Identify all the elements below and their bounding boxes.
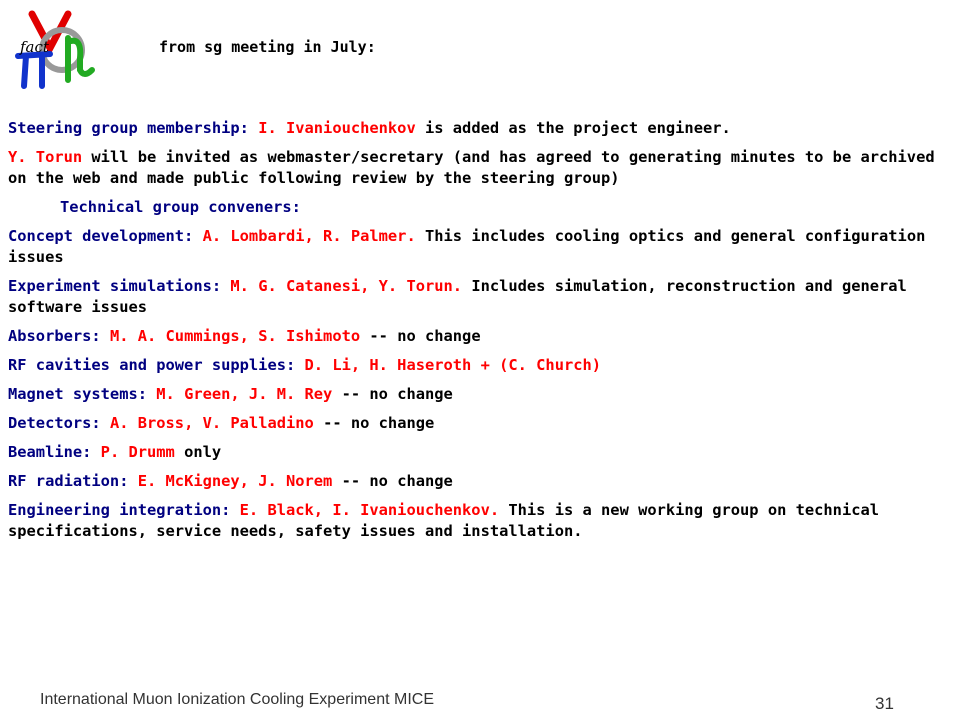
paragraph-names: D. Li, H. Haseroth + (C. Church) [304,356,602,374]
paragraph-absorbers [8,326,943,347]
paragraph-names: M. G. Catanesi, Y. Torun. [230,277,463,295]
paragraph-text: -- no change [332,385,453,403]
paragraph-text: -- no change [332,472,453,490]
paragraph-concept-development [8,226,943,268]
paragraph-label: Concept development: [8,227,203,245]
paragraph-names: E. McKigney, J. Norem [137,472,333,490]
paragraph-label: RF radiation: [8,472,138,490]
paragraph-names: A. Lombardi, R. Palmer. [202,227,416,245]
slide-subtitle: from sg meeting in July: [159,38,376,56]
paragraph-rf-radiation [8,471,943,492]
paragraph-label: Steering group membership: [8,119,259,137]
paragraph-label: Engineering integration: [8,501,240,519]
paragraph-label: Detectors: [8,414,110,432]
paragraph-names: M. A. Cummings, S. Ishimoto [109,327,361,345]
paragraph-names: Y. Torun [8,148,83,166]
fact-nu-mu-logo [10,8,102,92]
paragraph-rf-cavities [8,355,943,376]
page-number: 31 [875,694,894,713]
paragraph-text: -- no change [313,414,435,432]
paragraph-text: -- no change [360,327,481,345]
paragraph-text: This is a new working group on technical specifications, service needs, safety issues and installation. [8,501,880,540]
paragraph-label: Technical group conveners: [60,198,301,216]
paragraph-names: I. Ivaniouchenkov [258,119,416,137]
paragraph-text: This includes cooling optics and general configuration issues [8,227,926,266]
paragraph-text: is added as the project engineer. [415,119,731,137]
paragraph-webmaster [8,147,943,189]
paragraph-label: Magnet systems: [8,385,157,403]
paragraph-label: Absorbers: [8,327,110,345]
paragraph-magnet-systems [8,384,943,405]
paragraph-text: will be invited as webmaster/secretary (and has agreed to generating minutes to be archived on the web and made public following review by the steering group) [8,148,935,187]
footer-text: International Muon Ionization Cooling Experiment MICE [40,691,434,708]
paragraph-text: Includes simulation, reconstruction and general software issues [8,277,907,316]
paragraph-engineering-integration [8,500,943,542]
paragraph-experiment-simulations [8,276,943,318]
heading-technical-conveners [8,197,943,218]
paragraph-names: P. Drumm [100,443,175,461]
slide-content [8,118,943,550]
paragraph-label: Experiment simulations: [8,277,231,295]
paragraph-names: M. Green, J. M. Rey [156,385,333,403]
paragraph-text: only [174,443,222,461]
paragraph-label: Beamline: [8,443,101,461]
logo-text: fact [20,38,49,56]
paragraph-detectors [8,413,943,434]
paragraph-steering-membership [8,118,943,139]
paragraph-beamline [8,442,943,463]
paragraph-names: E. Black, I. Ivaniouchenkov. [239,501,500,519]
paragraph-names: A. Bross, V. Palladino [109,414,314,432]
paragraph-label: RF cavities and power supplies: [8,356,305,374]
